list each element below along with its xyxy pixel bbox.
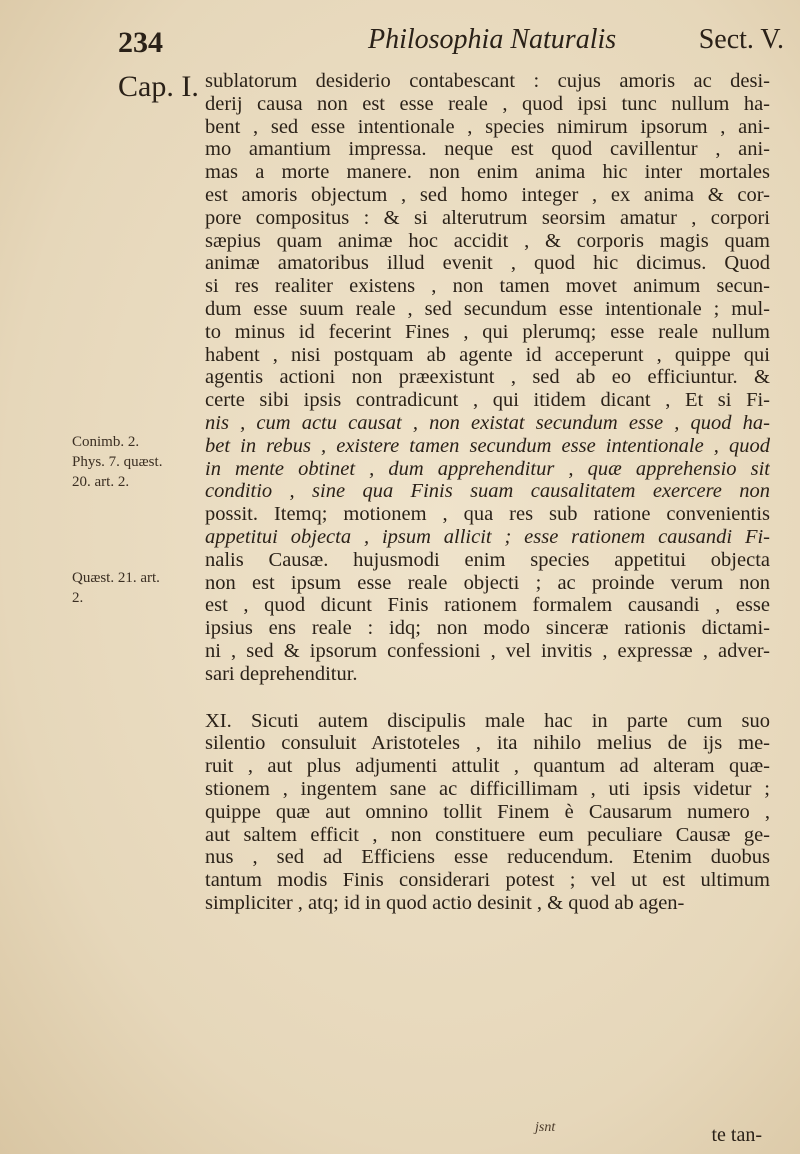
text-line: ipsius ens reale : idq; non modo sinceræ rationis dictami-	[205, 617, 770, 640]
text-line: nis , cum actu causat , non existat secundum esse , quod ha-	[205, 411, 770, 434]
margin-note-line: Conimb. 2.	[72, 434, 140, 450]
text-line: bent , sed esse intentionale , species nimirum ipsorum , ani-	[205, 115, 770, 138]
text-line: possit. Itemq; motionem , qua res sub ratione convenientis	[205, 503, 770, 526]
section-label: Sect. V.	[698, 24, 784, 55]
text-line: bet in rebus , existere tamen secundum esse intentionale , quod	[205, 434, 770, 457]
text-line: sæpius quam animæ hoc accidit , & corporis magis quam	[205, 229, 770, 252]
text-line: dum esse suum reale , sed secundum esse intentionale ; mul-	[205, 297, 770, 320]
text-line: in mente obtinet , dum apprehenditur , quæ apprehensio sit	[205, 457, 770, 480]
text-line: ni , sed & ipsorum confessioni , vel invitis , expressæ , adver-	[205, 639, 770, 662]
text-line: si res realiter existens , non tamen movet animum secun-	[205, 275, 770, 298]
text-line: habent , nisi postquam ab agente id acceperunt , quippe qui	[205, 343, 770, 366]
handwritten-note: jsnt	[535, 1120, 556, 1135]
text-line: mas a morte manere. non enim anima hic inter mortales	[205, 161, 770, 184]
body-text	[205, 70, 770, 915]
text-line: est amoris objectum , sed homo integer , ex anima & cor-	[205, 183, 770, 206]
text-line: derij causa non est esse reale , quod ipsi tunc nullum ha-	[205, 92, 770, 115]
page-header	[118, 22, 788, 62]
text-line: sari deprehenditur.	[205, 662, 358, 685]
text-line: non est ipsum esse reale objecti ; ac proinde verum non	[205, 571, 770, 594]
text-line: animæ amatoribus illud evenit , quod hic dicimus. Quod	[205, 252, 770, 275]
text-line: to minus id fecerint Fines , qui plerumq; esse reale nullum	[205, 320, 770, 343]
text-line: sublatorum desiderio contabescant : cujus amoris ac desi-	[205, 70, 770, 92]
text-line: est , quod dicunt Finis rationem formalem causandi , esse	[205, 594, 770, 617]
text-line: quippe quæ aut omnino tollit Finem è Causarum numero ,	[205, 800, 770, 823]
page-number: 234	[118, 26, 163, 59]
text-line: appetitui objecta , ipsum allicit ; esse rationem causandi Fi-	[205, 525, 770, 548]
margin-note-line: Phys. 7. quæst.	[72, 454, 163, 470]
text-line: nus , sed ad Efficiens esse reducendum. Etenim duobus	[205, 846, 770, 869]
margin-note-line: Quæst. 21. art.	[72, 570, 160, 586]
margin-note-line: 2.	[72, 590, 84, 606]
margin-note-line: 20. art. 2.	[72, 474, 130, 490]
text-line: agentis actioni non præexistunt , sed ab eo efficiuntur. &	[205, 366, 770, 389]
text-line: stionem , ingentem sane ac difficillimam , uti ipsis videtur ;	[205, 777, 770, 800]
text-line: pore compositus : & si alterutrum seorsim amatur , corpori	[205, 206, 770, 229]
text-line: tantum modis Finis considerari potest ; vel ut est ultimum	[205, 869, 770, 892]
paragraph-1	[205, 70, 770, 686]
text-line: certe sibi ipsis contradicunt , qui itidem dicant , Et si Fi-	[205, 389, 770, 412]
catchword: te tan-	[711, 1124, 762, 1146]
text-line: mo amantium impressa. neque est quod cavillentur , ani-	[205, 138, 770, 161]
margin-note-2	[72, 568, 192, 608]
text-line: nalis Causæ. hujusmodi enim species appetitui objecta	[205, 548, 770, 571]
text-line: XI. Sicuti autem discipulis male hac in parte cum suo	[205, 709, 770, 732]
running-title: Philosophia Naturalis	[368, 24, 617, 55]
margin-note-1	[72, 432, 192, 492]
chapter-label: Cap. I.	[118, 70, 199, 103]
text-line: simpliciter , atq; id in quod actio desinit , & quod ab agen-	[205, 891, 685, 914]
text-line: ruit , aut plus adjumenti attulit , quantum ad alteram quæ-	[205, 755, 770, 778]
text-line: aut saltem efficit , non constituere eum peculiare Causæ ge-	[205, 823, 770, 846]
text-line: silentio consuluit Aristoteles , ita nihilo melius de ijs me-	[205, 732, 770, 755]
text-line: conditio , sine qua Finis suam causalitatem exercere non	[205, 480, 770, 503]
paragraph-2	[205, 710, 770, 915]
